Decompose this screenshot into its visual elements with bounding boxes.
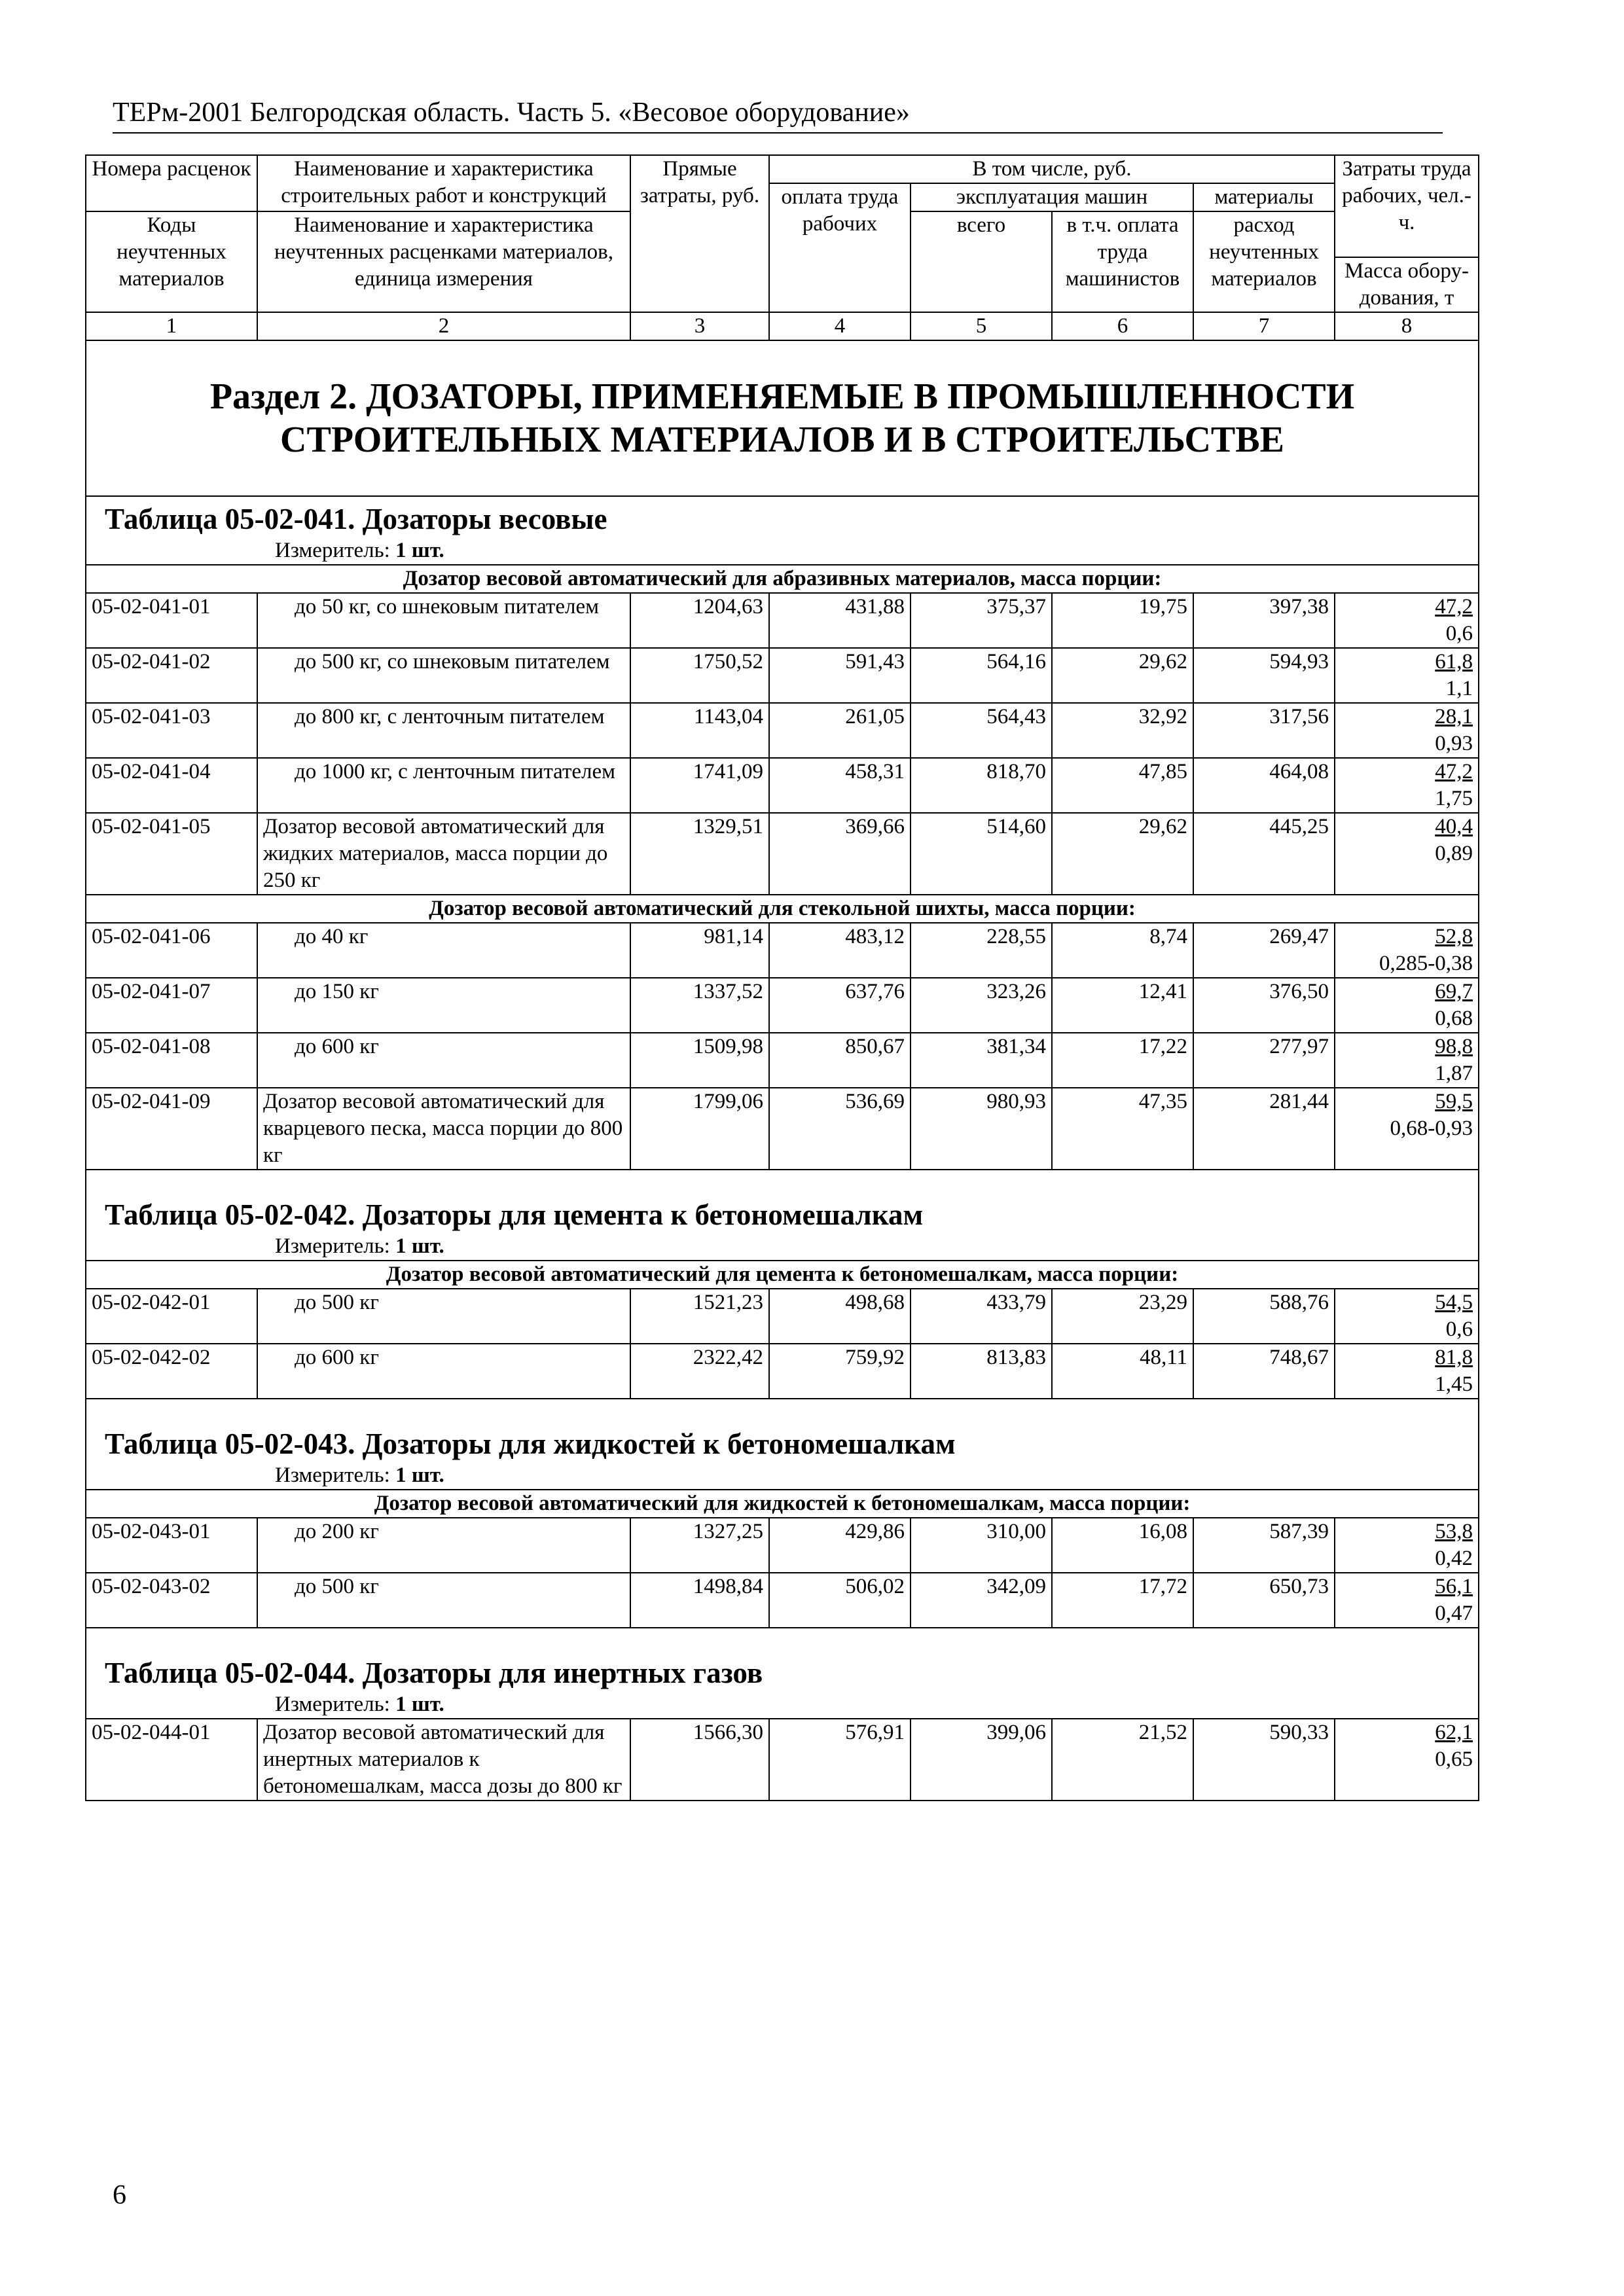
value-mat: 376,50 bbox=[1193, 978, 1335, 1033]
column-number: 2 bbox=[257, 312, 630, 340]
value-mat: 650,73 bbox=[1193, 1573, 1335, 1628]
table-title: Таблица 05-02-042. Дозаторы для цемента к бетономешалкам bbox=[105, 1198, 924, 1231]
labor-mass-cell bbox=[1335, 813, 1479, 895]
rate-code: 05-02-043-01 bbox=[86, 1518, 257, 1573]
rate-code: 05-02-041-03 bbox=[86, 703, 257, 758]
value-mach: 375,37 bbox=[911, 593, 1052, 648]
value-mach: 564,16 bbox=[911, 648, 1052, 703]
value-mach-labor: 29,62 bbox=[1052, 813, 1193, 895]
work-name: до 600 кг bbox=[295, 1346, 379, 1369]
value-direct: 1329,51 bbox=[630, 813, 769, 895]
equipment-mass: 1,45 bbox=[1435, 1372, 1473, 1396]
table-row bbox=[86, 593, 1479, 648]
group-title: Дозатор весовой автоматический для жидкостей к бетономешалкам, масса порции: bbox=[86, 1490, 1479, 1518]
labor-hours: 40,4 bbox=[1435, 815, 1473, 838]
labor-mass-cell bbox=[1335, 1088, 1479, 1170]
header-labor-pay: оплата труда рабочих bbox=[769, 183, 911, 312]
unit-value: 1 шт. bbox=[395, 1234, 444, 1258]
table-row bbox=[86, 703, 1479, 758]
value-mach-labor: 47,85 bbox=[1052, 758, 1193, 813]
value-labor: 458,31 bbox=[769, 758, 911, 813]
labor-mass-cell bbox=[1335, 1033, 1479, 1088]
rate-code: 05-02-041-05 bbox=[86, 813, 257, 895]
value-mach-labor: 23,29 bbox=[1052, 1289, 1193, 1344]
value-labor: 431,88 bbox=[769, 593, 911, 648]
labor-mass-cell bbox=[1335, 703, 1479, 758]
value-mat: 269,47 bbox=[1193, 923, 1335, 978]
labor-hours: 54,5 bbox=[1435, 1291, 1473, 1314]
value-direct: 1750,52 bbox=[630, 648, 769, 703]
equipment-mass: 0,89 bbox=[1435, 842, 1473, 865]
equipment-mass: 0,6 bbox=[1445, 1318, 1473, 1341]
labor-mass-cell bbox=[1335, 1518, 1479, 1573]
value-labor: 759,92 bbox=[769, 1344, 911, 1399]
rate-code: 05-02-041-02 bbox=[86, 648, 257, 703]
running-header: ТЕРм-2001 Белгородская область. Часть 5. «Весовое оборудование» bbox=[113, 98, 910, 128]
header-direct-costs: Прямые затраты, руб. bbox=[630, 155, 769, 312]
labor-hours: 47,2 bbox=[1435, 760, 1473, 783]
value-mat: 590,33 bbox=[1193, 1719, 1335, 1801]
value-mat: 397,38 bbox=[1193, 593, 1335, 648]
labor-mass-cell bbox=[1335, 758, 1479, 813]
equipment-mass: 0,65 bbox=[1435, 1748, 1473, 1771]
table-row bbox=[86, 813, 1479, 895]
labor-hours: 52,8 bbox=[1435, 925, 1473, 948]
equipment-mass: 0,68 bbox=[1435, 1007, 1473, 1030]
column-number: 4 bbox=[769, 312, 911, 340]
table-row bbox=[86, 978, 1479, 1033]
value-mach: 813,83 bbox=[911, 1344, 1052, 1399]
value-direct: 1327,25 bbox=[630, 1518, 769, 1573]
unit-value: 1 шт. bbox=[395, 1463, 444, 1487]
value-mat: 588,76 bbox=[1193, 1289, 1335, 1344]
labor-hours: 62,1 bbox=[1435, 1721, 1473, 1744]
value-mat: 317,56 bbox=[1193, 703, 1335, 758]
header-equipment-mass: Масса обору-дования, т bbox=[1335, 257, 1479, 312]
equipment-mass: 1,87 bbox=[1435, 1062, 1473, 1085]
labor-hours: 81,8 bbox=[1435, 1346, 1473, 1369]
unit-line bbox=[92, 1233, 1473, 1260]
page-number: 6 bbox=[113, 2180, 126, 2210]
value-mat: 748,67 bbox=[1193, 1344, 1335, 1399]
value-mat: 464,08 bbox=[1193, 758, 1335, 813]
header-col1-bottom: Коды неучтенных материалов bbox=[86, 211, 257, 312]
value-direct: 1521,23 bbox=[630, 1289, 769, 1344]
labor-mass-cell bbox=[1335, 978, 1479, 1033]
unit-value: 1 шт. bbox=[395, 1693, 444, 1716]
unit-value: 1 шт. bbox=[395, 539, 444, 562]
labor-hours: 53,8 bbox=[1435, 1520, 1473, 1543]
work-name: до 150 кг bbox=[295, 980, 379, 1003]
value-mach-labor: 8,74 bbox=[1052, 923, 1193, 978]
table-row bbox=[86, 1289, 1479, 1344]
section-title: Раздел 2. ДОЗАТОРЫ, ПРИМЕНЯЕМЫЕ В ПРОМЫШЛЕННОСТИ СТРОИТЕЛЬНЫХ МАТЕРИАЛОВ И В СТРОИТЕЛЬСТВЕ bbox=[209, 376, 1355, 460]
labor-mass-cell bbox=[1335, 1719, 1479, 1801]
group-title: Дозатор весовой автоматический для цемента к бетономешалкам, масса порции: bbox=[86, 1261, 1479, 1289]
labor-mass-cell bbox=[1335, 1344, 1479, 1399]
work-name-cell bbox=[257, 593, 630, 648]
value-labor: 429,86 bbox=[769, 1518, 911, 1573]
rate-code: 05-02-041-09 bbox=[86, 1088, 257, 1170]
rate-code: 05-02-041-06 bbox=[86, 923, 257, 978]
table-row bbox=[86, 1033, 1479, 1088]
table-title: Таблица 05-02-043. Дозаторы для жидкостей к бетономешалкам bbox=[105, 1427, 956, 1460]
unit-line bbox=[92, 1462, 1473, 1489]
rate-code: 05-02-041-01 bbox=[86, 593, 257, 648]
unit-label: Измеритель: bbox=[275, 539, 396, 562]
header-materials: материалы bbox=[1193, 183, 1335, 211]
column-number: 1 bbox=[86, 312, 257, 340]
column-number: 8 bbox=[1335, 312, 1479, 340]
header-col1-top: Номера расценок bbox=[86, 155, 257, 211]
equipment-mass: 1,1 bbox=[1445, 677, 1473, 700]
labor-mass-cell bbox=[1335, 923, 1479, 978]
equipment-mass: 0,47 bbox=[1435, 1602, 1473, 1625]
labor-mass-cell bbox=[1335, 1289, 1479, 1344]
value-labor: 850,67 bbox=[769, 1033, 911, 1088]
labor-mass-cell bbox=[1335, 648, 1479, 703]
work-name-cell bbox=[257, 1719, 630, 1801]
work-name-cell bbox=[257, 1518, 630, 1573]
work-name-cell bbox=[257, 1573, 630, 1628]
labor-mass-cell bbox=[1335, 1573, 1479, 1628]
value-mach-labor: 12,41 bbox=[1052, 978, 1193, 1033]
work-name-cell bbox=[257, 703, 630, 758]
labor-hours: 59,5 bbox=[1435, 1090, 1473, 1113]
header-col2-top: Наименование и характеристика строительных работ и конструкций bbox=[257, 155, 630, 211]
value-mach: 433,79 bbox=[911, 1289, 1052, 1344]
table-row bbox=[86, 1518, 1479, 1573]
rate-code: 05-02-044-01 bbox=[86, 1719, 257, 1801]
value-mach: 228,55 bbox=[911, 923, 1052, 978]
value-mach-labor: 21,52 bbox=[1052, 1719, 1193, 1801]
work-name-cell bbox=[257, 1289, 630, 1344]
value-mat: 445,25 bbox=[1193, 813, 1335, 895]
value-mach: 310,00 bbox=[911, 1518, 1052, 1573]
value-mach-labor: 48,11 bbox=[1052, 1344, 1193, 1399]
group-title: Дозатор весовой автоматический для стекольной шихты, масса порции: bbox=[86, 895, 1479, 923]
unit-label: Измеритель: bbox=[275, 1234, 396, 1258]
table-title: Таблица 05-02-041. Дозаторы весовые bbox=[105, 503, 607, 535]
column-number: 6 bbox=[1052, 312, 1193, 340]
value-mach: 514,60 bbox=[911, 813, 1052, 895]
work-name: до 1000 кг, с ленточным питателем bbox=[295, 760, 616, 783]
work-name-cell bbox=[257, 648, 630, 703]
value-labor: 369,66 bbox=[769, 813, 911, 895]
equipment-mass: 0,42 bbox=[1435, 1547, 1473, 1570]
value-direct: 1566,30 bbox=[630, 1719, 769, 1801]
work-name: до 600 кг bbox=[295, 1035, 379, 1058]
value-mach-labor: 16,08 bbox=[1052, 1518, 1193, 1573]
value-mach: 980,93 bbox=[911, 1088, 1052, 1170]
header-in-that: В том числе, руб. bbox=[769, 155, 1335, 183]
labor-hours: 61,8 bbox=[1435, 650, 1473, 673]
header-machines: эксплуатация машин bbox=[911, 183, 1193, 211]
column-number: 3 bbox=[630, 312, 769, 340]
work-name: Дозатор весовой автоматический для кварцевого песка, масса порции до 800 кг bbox=[263, 1090, 623, 1167]
labor-hours: 28,1 bbox=[1435, 705, 1473, 728]
equipment-mass: 0,93 bbox=[1435, 732, 1473, 755]
value-mach: 323,26 bbox=[911, 978, 1052, 1033]
header-machines-incl: в т.ч. оплата труда машинистов bbox=[1052, 211, 1193, 312]
work-name: до 500 кг bbox=[295, 1291, 379, 1314]
value-mach-labor: 32,92 bbox=[1052, 703, 1193, 758]
work-name-cell bbox=[257, 923, 630, 978]
value-direct: 2322,42 bbox=[630, 1344, 769, 1399]
value-direct: 1799,06 bbox=[630, 1088, 769, 1170]
labor-mass-cell bbox=[1335, 593, 1479, 648]
work-name-cell bbox=[257, 1344, 630, 1399]
value-direct: 981,14 bbox=[630, 923, 769, 978]
value-direct: 1498,84 bbox=[630, 1573, 769, 1628]
rate-code: 05-02-042-01 bbox=[86, 1289, 257, 1344]
table-row bbox=[86, 923, 1479, 978]
header-rule bbox=[113, 132, 1443, 134]
table-row bbox=[86, 1719, 1479, 1801]
value-direct: 1204,63 bbox=[630, 593, 769, 648]
value-mat: 281,44 bbox=[1193, 1088, 1335, 1170]
work-name: до 800 кг, с ленточным питателем bbox=[295, 705, 605, 728]
header-labor-cost: Затраты труда рабочих, чел.-ч. bbox=[1335, 155, 1479, 257]
value-mach: 818,70 bbox=[911, 758, 1052, 813]
value-direct: 1143,04 bbox=[630, 703, 769, 758]
work-name: до 50 кг, со шнековым питателем bbox=[295, 595, 599, 619]
work-name-cell bbox=[257, 758, 630, 813]
value-labor: 591,43 bbox=[769, 648, 911, 703]
table-row bbox=[86, 1344, 1479, 1399]
header-machines-total: всего bbox=[911, 211, 1052, 312]
value-mat: 587,39 bbox=[1193, 1518, 1335, 1573]
work-name: до 200 кг bbox=[295, 1520, 379, 1543]
equipment-mass: 0,68-0,93 bbox=[1390, 1117, 1473, 1140]
work-name-cell bbox=[257, 1033, 630, 1088]
rate-code: 05-02-041-04 bbox=[86, 758, 257, 813]
column-number: 7 bbox=[1193, 312, 1335, 340]
work-name: Дозатор весовой автоматический для жидких материалов, масса порции до 250 кг bbox=[263, 815, 608, 892]
value-labor: 498,68 bbox=[769, 1289, 911, 1344]
value-mach: 381,34 bbox=[911, 1033, 1052, 1088]
labor-hours: 98,8 bbox=[1435, 1035, 1473, 1058]
value-labor: 506,02 bbox=[769, 1573, 911, 1628]
unit-label: Измеритель: bbox=[275, 1693, 396, 1716]
value-mach-labor: 29,62 bbox=[1052, 648, 1193, 703]
value-mach-labor: 19,75 bbox=[1052, 593, 1193, 648]
unit-line bbox=[92, 1691, 1473, 1718]
value-mach-labor: 47,35 bbox=[1052, 1088, 1193, 1170]
table-row bbox=[86, 648, 1479, 703]
equipment-mass: 0,6 bbox=[1445, 622, 1473, 645]
work-name-cell bbox=[257, 1088, 630, 1170]
work-name: Дозатор весовой автоматический для инертных материалов к бетономешалкам, масса дозы до 800 кг bbox=[263, 1721, 623, 1798]
table-row bbox=[86, 1088, 1479, 1170]
column-number: 5 bbox=[911, 312, 1052, 340]
equipment-mass: 0,285-0,38 bbox=[1379, 952, 1473, 975]
table-row bbox=[86, 758, 1479, 813]
rate-code: 05-02-042-02 bbox=[86, 1344, 257, 1399]
unit-line bbox=[92, 537, 1473, 564]
column-numbers-row bbox=[86, 312, 1479, 340]
value-mach-labor: 17,22 bbox=[1052, 1033, 1193, 1088]
value-mat: 594,93 bbox=[1193, 648, 1335, 703]
unit-label: Измеритель: bbox=[275, 1463, 396, 1487]
header-col2-bottom: Наименование и характеристика неучтенных расценками материалов, единица измерения bbox=[257, 211, 630, 312]
value-labor: 576,91 bbox=[769, 1719, 911, 1801]
value-direct: 1337,52 bbox=[630, 978, 769, 1033]
work-name: до 40 кг bbox=[295, 925, 369, 948]
work-name-cell bbox=[257, 813, 630, 895]
table-title: Таблица 05-02-044. Дозаторы для инертных газов bbox=[105, 1657, 763, 1689]
table-row bbox=[86, 1573, 1479, 1628]
value-mach-labor: 17,72 bbox=[1052, 1573, 1193, 1628]
labor-hours: 56,1 bbox=[1435, 1575, 1473, 1598]
value-mach: 342,09 bbox=[911, 1573, 1052, 1628]
work-name-cell bbox=[257, 978, 630, 1033]
header-materials-unaccounted: расход неучтенных материалов bbox=[1193, 211, 1335, 312]
rate-code: 05-02-041-07 bbox=[86, 978, 257, 1033]
labor-hours: 69,7 bbox=[1435, 980, 1473, 1003]
value-labor: 637,76 bbox=[769, 978, 911, 1033]
rate-code: 05-02-041-08 bbox=[86, 1033, 257, 1088]
labor-hours: 47,2 bbox=[1435, 595, 1473, 619]
rate-code: 05-02-043-02 bbox=[86, 1573, 257, 1628]
value-labor: 483,12 bbox=[769, 923, 911, 978]
value-direct: 1741,09 bbox=[630, 758, 769, 813]
value-mach: 399,06 bbox=[911, 1719, 1052, 1801]
value-mat: 277,97 bbox=[1193, 1033, 1335, 1088]
value-direct: 1509,98 bbox=[630, 1033, 769, 1088]
value-labor: 536,69 bbox=[769, 1088, 911, 1170]
equipment-mass: 1,75 bbox=[1435, 787, 1473, 810]
work-name: до 500 кг, со шнековым питателем bbox=[295, 650, 610, 673]
work-name: до 500 кг bbox=[295, 1575, 379, 1598]
value-mach: 564,43 bbox=[911, 703, 1052, 758]
group-title: Дозатор весовой автоматический для абразивных материалов, масса порции: bbox=[86, 565, 1479, 593]
value-labor: 261,05 bbox=[769, 703, 911, 758]
pricing-table bbox=[85, 154, 1479, 1801]
